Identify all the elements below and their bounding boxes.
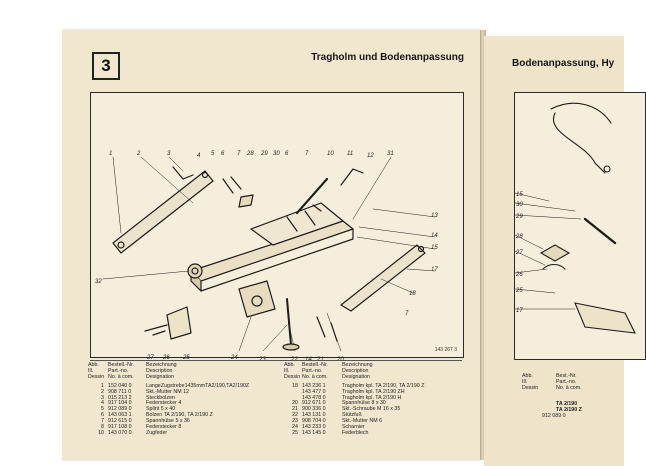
part-number: 908 711 0: [108, 388, 132, 395]
header-no-com: No. à com.: [108, 373, 134, 380]
item-number: 20: [292, 400, 298, 407]
right-page-title: Bodenanpassung, Hy: [512, 58, 615, 69]
part-number: 015 213 2: [108, 394, 132, 401]
parts-table-left: [88, 363, 266, 437]
right-model-a: TA 2/190: [556, 400, 578, 407]
right-parts-drawing: [514, 92, 646, 360]
header-dessin: Dessin: [88, 373, 105, 380]
table-row: [88, 431, 266, 437]
part-description: Federblech: [342, 429, 369, 436]
callout-number: 24: [231, 355, 238, 361]
part-number: 917 108 0: [108, 423, 132, 430]
cylinder-part: [585, 219, 615, 243]
callout-number: 18: [409, 291, 416, 297]
item-number: 4: [101, 400, 104, 407]
callout-number: 30: [516, 202, 523, 208]
section-number: 3: [92, 52, 120, 80]
item-number: 7: [101, 418, 104, 425]
callout-number: 14: [431, 233, 438, 239]
item-number: 2: [101, 388, 104, 395]
part-number: 912 089 0: [108, 406, 132, 413]
part-number: 143 477 0: [302, 388, 326, 395]
parts-rows-left: [88, 384, 266, 437]
part-description: Bolzen TA 2/190, TA 2/190 Z: [146, 412, 213, 419]
callout-number: 30: [273, 151, 280, 157]
callout-number: 20: [337, 357, 344, 363]
callout-number: 25: [516, 288, 523, 294]
callout-number: 21: [317, 357, 324, 363]
parts-table-right: [284, 363, 452, 437]
part-number: 912 671 0: [302, 400, 326, 407]
right-header-abb: Abb.: [522, 373, 533, 379]
callout-number: 7: [405, 311, 409, 317]
callout-number: 23: [259, 357, 266, 363]
support-foot-part: [287, 299, 291, 345]
part-number: 143 063 1: [108, 412, 132, 419]
part-description: Stützfuß: [342, 412, 362, 419]
item-number: 23: [292, 418, 298, 425]
header-designation: Designation: [146, 373, 174, 380]
part-description: Spannhülse 5 x 36: [146, 418, 190, 425]
part-number: 143 070 0: [108, 429, 132, 436]
part-number: 143 145 0: [302, 429, 326, 436]
callout-number: 28: [516, 234, 523, 240]
callout-number: 6: [221, 151, 225, 157]
callout-number: 14: [305, 357, 312, 363]
table-divider: [90, 360, 462, 361]
part-description: Tragholm kpl. TA 2/190, TA 2/190 Z: [342, 382, 425, 389]
spring-plate-part: [167, 307, 191, 339]
right-header-no-com: No. à com.: [556, 384, 582, 391]
header-bezeichnung: Bezeichnung: [146, 362, 177, 368]
part-description: Scharnier: [342, 423, 365, 430]
bearing-eye: [188, 264, 202, 278]
item-number: 6: [101, 412, 104, 419]
part-number: 152 040 0: [108, 382, 132, 389]
part-number: 908 704 0: [302, 418, 326, 425]
callout-number: 4: [197, 153, 201, 159]
callout-number: 11: [347, 151, 354, 157]
item-number: 21: [292, 406, 298, 413]
header-description-right: Description: [342, 367, 369, 374]
part-number: 143 478 0: [302, 394, 326, 401]
header-bezeichnung-right: Bezeichnung: [342, 362, 373, 368]
item-number: 22: [292, 412, 298, 419]
item-number: 3: [101, 394, 104, 401]
callout-number: 22: [291, 357, 298, 363]
page-title: Tragholm und Bodenanpassung: [311, 52, 464, 63]
catalog-page-left: [62, 30, 480, 460]
callout-number: 29: [516, 214, 523, 220]
header-no-com-right: No. à com.: [302, 373, 328, 380]
header-dessin-right: Dessin: [284, 373, 301, 380]
item-number: 24: [292, 423, 298, 430]
right-header-dessin: Dessin: [522, 384, 539, 391]
table-header-right: [284, 363, 452, 381]
callout-number: 13: [431, 213, 438, 219]
part-number: 143 236 1: [302, 382, 326, 389]
callout-number: 25: [183, 355, 190, 361]
part-description: Steckbolzen: [146, 394, 175, 401]
part-description: Tragholm kpl. TA 2/190 ZH: [342, 388, 405, 395]
part-number: 143 131 0: [302, 412, 326, 419]
header-abb: Abb.: [88, 362, 99, 368]
part-number: 143 233 0: [302, 423, 326, 430]
callout-number: 17: [516, 308, 523, 314]
part-description: Federstecker 8: [146, 423, 182, 430]
right-header-best-nr: Best.-Nr.: [556, 373, 577, 379]
header-bestell-right: Bestell.-Nr.: [302, 362, 328, 368]
callout-number: 32: [95, 279, 102, 285]
right-strut-part: [341, 245, 425, 311]
callout-number: 12: [367, 153, 374, 159]
callout-number: 1: [109, 151, 113, 157]
right-model-b: TA 2/190 Z: [556, 406, 582, 413]
part-description: Tragholm kpl. TA 2/190 H: [342, 394, 402, 401]
part-description: Federstecker 4: [146, 400, 182, 407]
right-parts-table: [522, 374, 582, 419]
right-header-part-no: Part.-no.: [556, 378, 577, 385]
item-number: 10: [98, 429, 104, 436]
parts-rows-right: [284, 384, 452, 437]
exploded-parts-drawing: [90, 92, 464, 363]
part-number: 917 104 0: [108, 400, 132, 407]
callout-number: 7: [237, 151, 241, 157]
callout-number: 15: [431, 245, 438, 251]
callout-number: 2: [137, 151, 141, 157]
callout-number: 26: [516, 272, 523, 278]
part-description: Spannhülse 8 x 30: [342, 400, 386, 407]
long-strut-part: [113, 171, 213, 253]
header-description: Description: [146, 367, 173, 374]
part-description: Splint 5 x 40: [146, 406, 176, 413]
callout-number: 31: [387, 151, 394, 157]
hose-part: [553, 113, 605, 173]
callout-number: 6: [285, 151, 289, 157]
table-row: [284, 431, 452, 437]
callout-number: 7: [305, 151, 309, 157]
part-description: Zugfeder: [146, 429, 168, 436]
catalog-page-right: [484, 36, 624, 466]
part-number: 900 336 0: [302, 406, 326, 413]
part-description: Skt.-Schraube M 16 x 35: [342, 406, 401, 413]
part-description: LangeZugstrebe1435mmTA2/190,TA2/190Z: [146, 382, 250, 389]
table-header: [88, 363, 266, 381]
callout-number: 17: [431, 267, 438, 273]
parts-drawing-svg: [91, 93, 463, 357]
right-drawing-svg: [515, 93, 645, 359]
item-number: 25: [292, 429, 298, 436]
part-description: Skt.-Mutter NM 12: [146, 388, 189, 395]
callout-number: 27: [516, 250, 523, 256]
item-number: 8: [101, 423, 104, 430]
header-ill: Ill.: [88, 367, 94, 374]
callout-number: 10: [327, 151, 334, 157]
header-designation-right: Designation: [342, 373, 370, 380]
item-number: 1: [101, 382, 104, 389]
item-number: 5: [101, 406, 104, 413]
callout-number: 27: [147, 355, 154, 361]
item-number: 18: [292, 382, 298, 389]
header-bestell: Bestell.-Nr.: [108, 362, 134, 368]
callout-number: 3: [167, 151, 171, 157]
header-part-no-right: Part.-no.: [302, 367, 323, 374]
callout-number: 28: [247, 151, 254, 157]
callout-number: 15: [516, 192, 523, 198]
callout-number: 26: [163, 355, 170, 361]
part-description: Skt.-Mutter NM 6: [342, 418, 383, 425]
callout-number: 5: [211, 151, 215, 157]
right-header-ill: Ill.: [522, 378, 528, 385]
hinge-part: [239, 281, 275, 317]
callout-number: 29: [261, 151, 268, 157]
header-part-no: Part.-no.: [108, 367, 129, 374]
header-ill-right: Ill.: [284, 367, 290, 374]
right-part-number: 912 089 0: [542, 412, 566, 419]
header-abb-right: Abb.: [284, 362, 295, 368]
drawing-reference: 143 267 3: [434, 347, 457, 353]
part-number: 912 615 0: [108, 418, 132, 425]
